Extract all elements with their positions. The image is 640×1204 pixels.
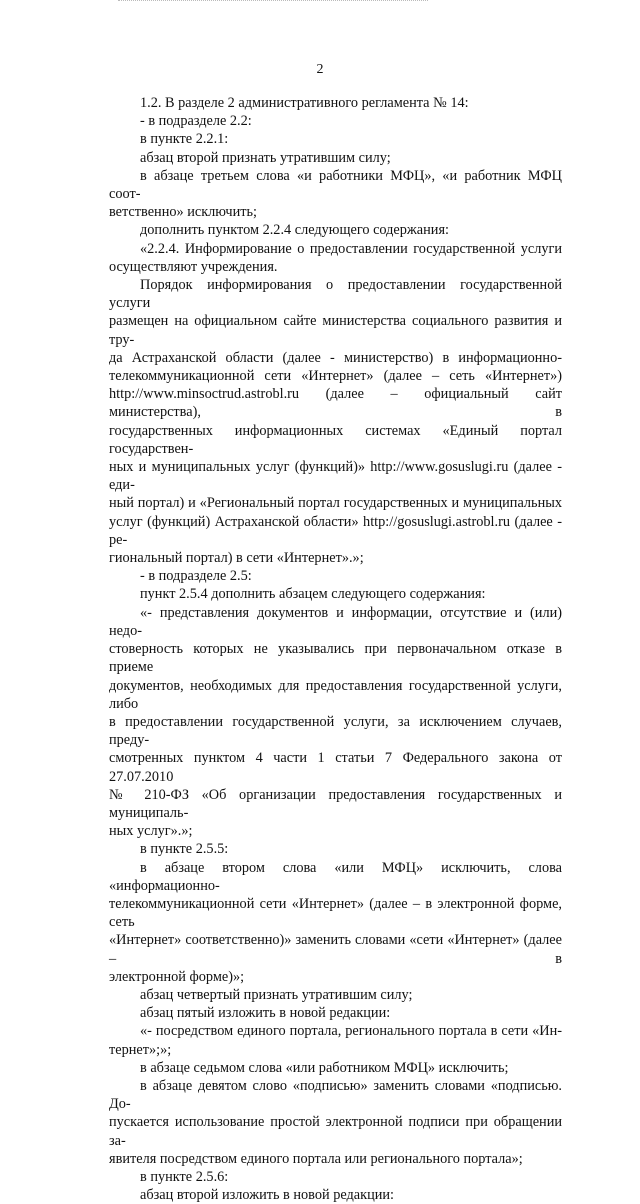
doc-line: «2.2.4. Информирование о предоставлении государственной услуги xyxy=(140,240,562,257)
doc-line: документов, необходимых для предоставления государственной услуги, либо xyxy=(109,677,562,712)
document-body xyxy=(109,94,562,1204)
doc-line: телекоммуникационной сети «Интернет» (далее – сеть «Интернет») xyxy=(109,368,562,385)
doc-line: размещен на официальном сайте министерства социального развития и тру- xyxy=(109,313,562,348)
doc-line: абзац второй изложить в новой редакции: xyxy=(140,1187,395,1204)
doc-line: смотренных пунктом 4 части 1 статьи 7 Федерального закона от 27.07.2010 xyxy=(109,750,562,785)
doc-line: государственных информационных системах «Единый портал государствен- xyxy=(109,422,562,457)
doc-line: дополнить пунктом 2.2.4 следующего содержания: xyxy=(140,222,449,239)
doc-line: «- представления документов и информации, отсутствие и (или) недо- xyxy=(109,604,562,639)
doc-line: ных и муниципальных услуг (функций)» http://www.gosuslugi.ru (далее - еди- xyxy=(109,459,562,494)
page-number: 2 xyxy=(316,62,324,77)
doc-line: стоверность которых не указывались при первоначальном отказе в приеме xyxy=(109,641,562,676)
doc-line: - в подразделе 2.2: xyxy=(140,113,252,130)
doc-line: Порядок информирования о предоставлении государственной услуги xyxy=(109,277,562,312)
doc-line: в пункте 2.5.5: xyxy=(140,841,229,858)
doc-line: ветственно» исключить; xyxy=(109,204,258,221)
doc-line: http://www.minsoctrud.astrobl.ru (далее – официальный сайт министерства), в xyxy=(109,386,562,421)
doc-line: явителя посредством единого портала или регионального портала»; xyxy=(109,1150,523,1167)
doc-line: 1.2. В разделе 2 административного регламента № 14: xyxy=(140,95,469,111)
doc-line: в пункте 2.5.6: xyxy=(140,1168,229,1185)
doc-line: телекоммуникационной сети «Интернет» (далее – в электронной форме, сеть xyxy=(109,895,562,931)
doc-line: пункт 2.5.4 дополнить абзацем следующего содержания: xyxy=(140,586,486,603)
doc-line: № 210-ФЗ «Об организации предоставления государственных и муниципаль- xyxy=(109,786,562,821)
doc-line: - в подразделе 2.5: xyxy=(140,568,252,585)
doc-line: «Интернет» соответственно)» заменить словами «сети «Интернет» (далее – в xyxy=(109,932,562,967)
doc-line: в пункте 2.2.1: xyxy=(140,131,229,148)
doc-line: пускается использование простой электронной подписи при обращении за- xyxy=(109,1114,562,1149)
doc-line: гиональный портал) в сети «Интернет».»; xyxy=(109,550,364,567)
doc-line: абзац пятый изложить в новой редакции: xyxy=(140,1005,391,1022)
doc-line: «- посредством единого портала, регионального портала в сети «Ин- xyxy=(140,1023,562,1040)
doc-line: осуществляют учреждения. xyxy=(109,258,278,275)
doc-line: в предоставлении государственной услуги, за исключением случаев, преду- xyxy=(109,713,562,749)
scan-artifact-line xyxy=(118,0,428,4)
doc-line: тернет»;»; xyxy=(109,1041,172,1058)
doc-line: ных услуг».»; xyxy=(109,823,193,840)
doc-line: да Астраханской области (далее - министерство) в информационно- xyxy=(109,349,562,366)
doc-line: электронной форме)»; xyxy=(109,968,245,985)
doc-line: абзац четвертый признать утратившим силу; xyxy=(140,986,413,1003)
doc-line: в абзаце втором слова «или МФЦ» исключить, слова «информационно- xyxy=(109,859,562,894)
doc-line: услуг (функций) Астраханской области» http://gosuslugi.astrobl.ru (далее - ре- xyxy=(109,513,562,548)
doc-line: в абзаце девятом слово «подписью» заменить словами «подписью. До- xyxy=(109,1077,562,1113)
doc-line: абзац второй признать утратившим силу; xyxy=(140,149,391,166)
doc-line: ный портал) и «Региональный портал государственных и муниципальных xyxy=(109,495,562,512)
doc-line: в абзаце седьмом слова «или работником МФЦ» исключить; xyxy=(140,1059,509,1076)
doc-line: в абзаце третьем слова «и работники МФЦ», «и работник МФЦ соот- xyxy=(109,167,562,203)
